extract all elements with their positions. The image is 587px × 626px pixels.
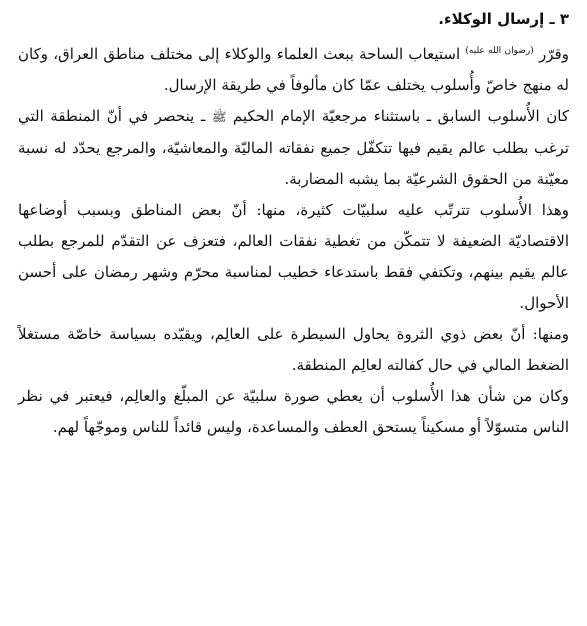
paragraph-3 xyxy=(18,195,569,319)
paragraph-5 xyxy=(18,381,569,443)
salawat-symbol: ﷺ xyxy=(211,110,227,124)
section-heading: ٣ ـ إرسال الوكلاء. xyxy=(438,10,569,28)
paragraph-1 xyxy=(18,39,569,101)
paragraph-4 xyxy=(18,319,569,381)
paragraph-2-lead: كان الأُسلوب السابق ـ باستثناء مرجعيّة الإمام الحكيم xyxy=(232,107,569,125)
paragraph-3-text: وهذا الأُسلوب تترتّب عليه سلبيّات كثيرة، منها: أنّ بعض المناطق وبسبب أوضاعها الاقتصاديّة الضعيفة لا تتمكّن من تغطية نفقات العالم، فتعزف عن التقدّم للمرجع بطلب عالم يقيم بينهم، وتكتفي فقط باستدعاء خطيب لمناسبة محرّم وشهر رمضان على أحسن الأحوال. xyxy=(18,201,569,312)
paragraph-4-text: ومنها: أنّ بعض ذوي الثروة يحاول السيطرة على العالِم، ويقيّده بسياسة خاصّة مستغلاً الضغط المالي في حال كفالته لعالِم المنطقة. xyxy=(18,325,569,374)
honorific-note: (رضوان الله عليه) xyxy=(465,46,534,56)
paragraph-2 xyxy=(18,101,569,195)
paragraph-1-text: استيعاب الساحة ببعث العلماء والوكلاء إلى مختلف مناطق العراق، وكان له منهج خاصّ وأُسلوب يختلف عمّا كان مألوفاً في طريقة الإرسال. xyxy=(18,45,569,94)
paragraph-5-text: وكان من شأن هذا الأُسلوب أن يعطي صورة سلبيّة عن المبلّغ والعالِم، فيعتبر في نظر الناس متسوّلاً أو مسكيناً يستحق العطف والمساعدة، وليس قائداً للناس وموجّهاً لهم. xyxy=(18,387,569,436)
paragraph-1-lead: وقرّر xyxy=(539,45,569,63)
paragraph-2-text: ـ ينحصر في أنّ المنطقة التي ترغب بطلب عالم يقيم فيها تتكفّل جميع نفقاته الماليّة والمعاشيّة، والمرجع يحدّد له نسبة معيّنة من الحقوق الشرعيّة بما يشبه المضاربة. xyxy=(18,107,569,188)
